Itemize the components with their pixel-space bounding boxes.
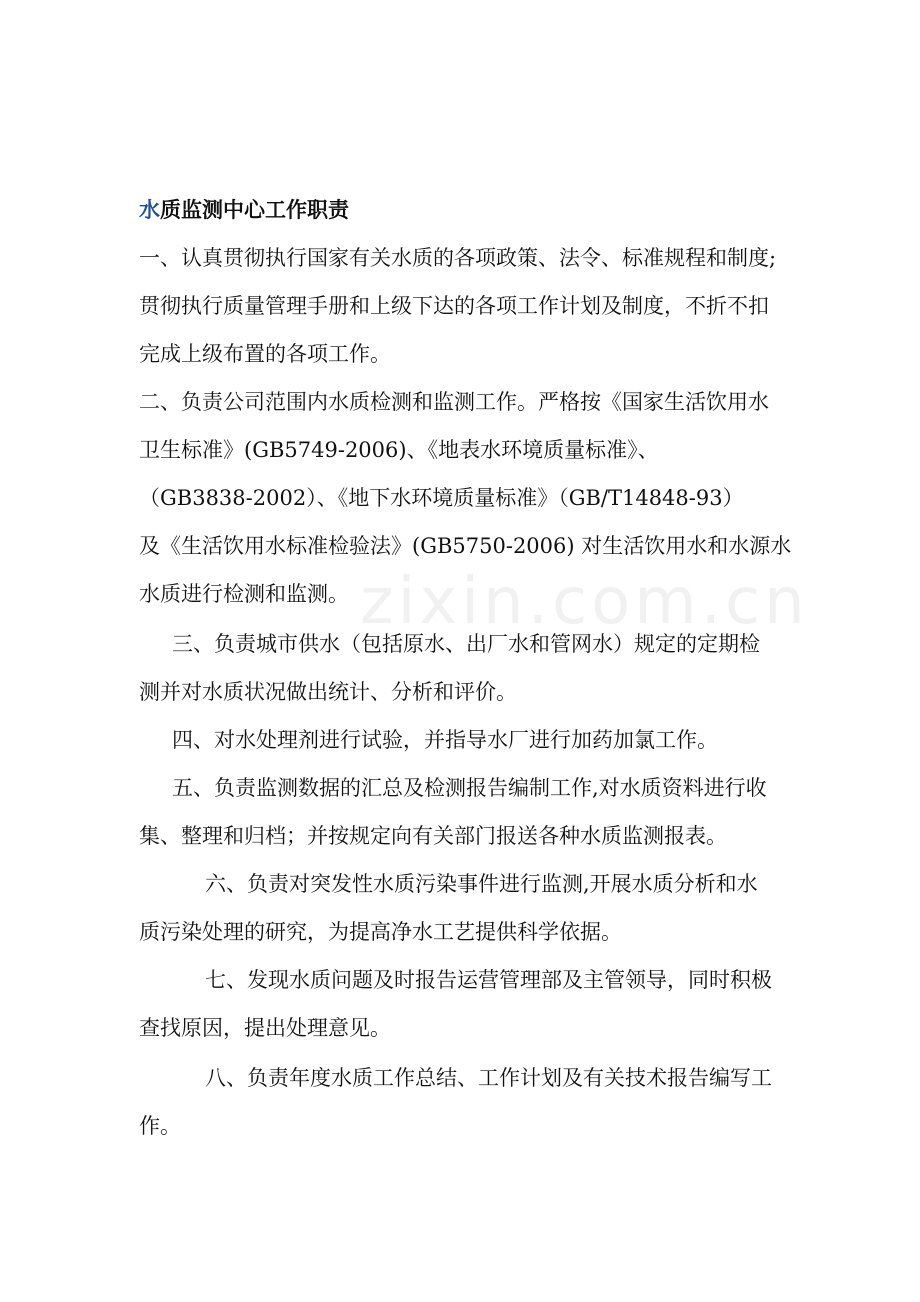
paragraph-line: 查找原因，提出处理意见。: [139, 1016, 391, 1040]
paragraph-line: 卫生标准》(GB5749-2006)、《地表水环境质量标准》、: [139, 438, 659, 462]
paragraph-line: 贯彻执行质量管理手册和上级下达的各项工作计划及制度，不折不扣: [139, 294, 769, 318]
paragraph-line: 水质进行检测和监测。: [139, 582, 349, 606]
paragraph-line: （GB3838-2002）、《地下水环境质量标准》（GB/T14848-93）: [139, 486, 744, 510]
paragraph-line: 完成上级布置的各项工作。: [139, 342, 391, 366]
paragraph-line: 集、整理和归档；并按规定向有关部门报送各种水质监测报表。: [139, 824, 727, 848]
watermark: zixin.com.cn: [360, 565, 809, 639]
paragraph-line: 五、负责监测数据的汇总及检测报告编制工作,对水质资料进行收: [172, 776, 767, 800]
paragraph-line: 质污染处理的研究，为提高净水工艺提供科学依据。: [139, 920, 622, 944]
paragraph-line: 七、发现水质问题及时报告运营管理部及主管领导，同时积极: [205, 968, 772, 992]
paragraph-line: 作。: [139, 1114, 181, 1138]
paragraph-line: 三、负责城市供水（包括原水、出厂水和管网水）规定的定期检: [172, 632, 760, 656]
title-first-char: 水: [139, 198, 160, 222]
paragraph-line: 测并对水质状况做出统计、分析和评价。: [139, 680, 517, 704]
paragraph-line: 六、负责对突发性水质污染事件进行监测,开展水质分析和水: [205, 872, 758, 896]
paragraph-line: 四、对水处理剂进行试验，并指导水厂进行加药加氯工作。: [172, 728, 718, 752]
paragraph-line: 八、负责年度水质工作总结、工作计划及有关技术报告编写工: [205, 1066, 772, 1090]
paragraph-line: 二、负责公司范围内水质检测和监测工作。严格按《国家生活饮用水: [139, 390, 769, 414]
paragraph-line: 及《生活饮用水标准检验法》(GB5750-2006) 对生活饮用水和水源水: [139, 534, 792, 558]
document-title: [139, 193, 349, 227]
paragraph-line: 一、认真贯彻执行国家有关水质的各项政策、法令、标准规程和制度;: [139, 246, 777, 270]
title-rest: 质监测中心工作职责: [160, 198, 349, 222]
